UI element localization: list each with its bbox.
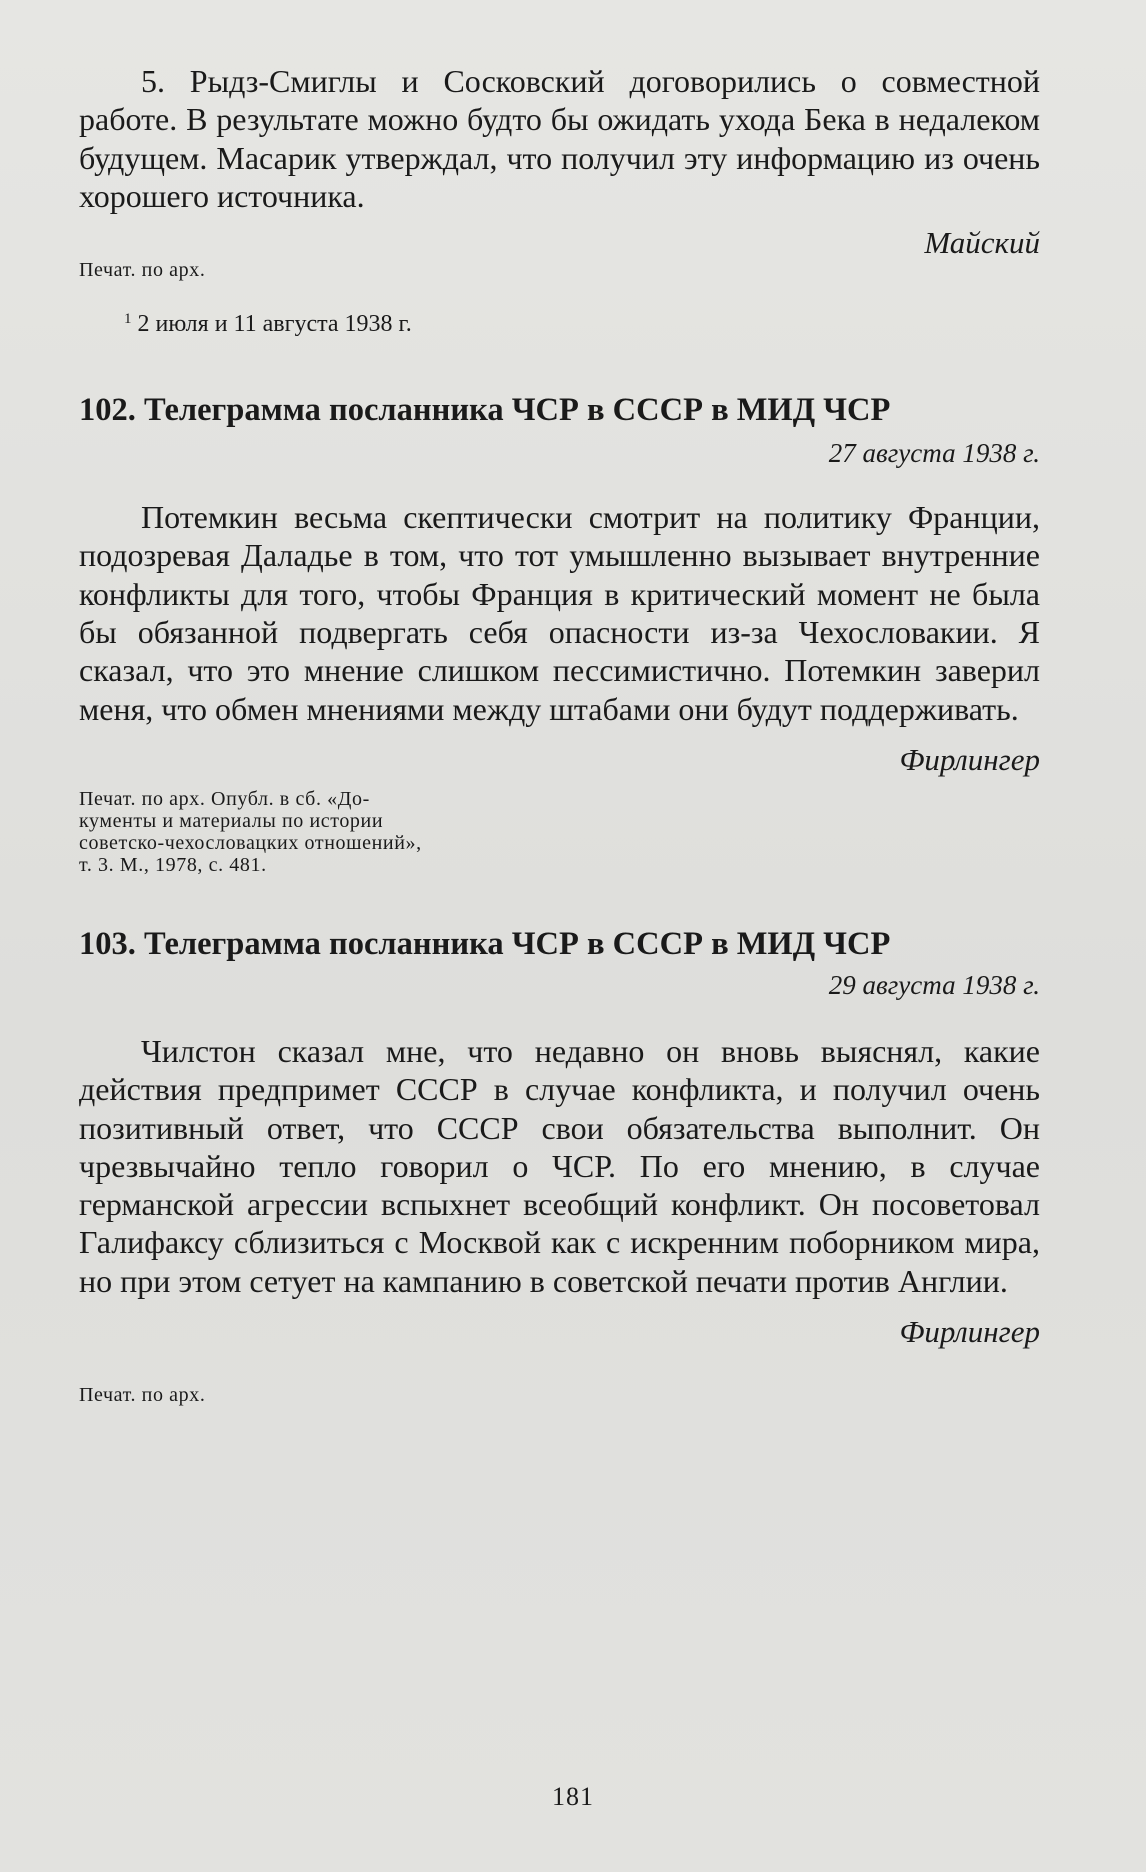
doc-103-heading: 103. Телеграмма посланника ЧСР в СССР в МИД ЧСР: [79, 925, 891, 962]
doc-102-source-line: кументы и материалы по истории: [79, 809, 384, 832]
doc-103-paragraph: Чилстон сказал мне, что недавно он вновь выяснял, какие действия предпримет СССР в случае конфликта, и получил очень позитивный ответ, что СССР свои обязательства выполнит. Он чрезвычайно тепло говорил о ЧСР. По его мнению, в случае германской агрессии вспыхнет всеобщий конфликт. Он посоветовал Галифаксу сблизиться с Москвой как с искренним поборником мира, но при этом сетует на кампанию в советской печати против Англии.: [79, 1032, 1040, 1299]
doc-102-source-line: Печат. по арх. Опубл. в сб. «До-: [79, 787, 370, 810]
doc-102-source-line: т. 3. М., 1978, с. 481.: [79, 853, 267, 876]
footnote-marker: 1: [124, 311, 132, 328]
doc-102-signature: Фирлингер: [899, 741, 1040, 777]
page-number: 181: [552, 1782, 594, 1811]
doc-102-source-line: советско-чехословацких отношений»,: [79, 831, 422, 854]
doc-102-date: 27 августа 1938 г.: [828, 438, 1040, 469]
doc-103-source: Печат. по арх.: [79, 1384, 206, 1407]
item-5-signature: Майский: [924, 225, 1040, 261]
doc-103-date: 29 августа 1938 г.: [828, 969, 1040, 1000]
item-5-paragraph: 5. Рыдз-Смиглы и Сосковский договорились о совместной работе. В результате можно будто бы ожидать ухода Бека в недалеком будущем. Масарик утверждал, что получил эту информацию из очень хорошего источника.: [79, 63, 1040, 214]
doc-103-signature: Фирлингер: [899, 1314, 1040, 1350]
doc-102-source: [79, 788, 1040, 876]
footnote: [79, 305, 1040, 338]
doc-102-paragraph: Потемкин весьма скептически смотрит на политику Франции, подозревая Даладье в том, что тот умышленно вызывает внутренние конфликты для того, чтобы Франция в критический момент не была бы обязанной подвергать себя опасности из-за Чехословакии. Я сказал, что это мнение слишком пессимистично. Потемкин заверил меня, что обмен мнениями между штабами они будут поддерживать.: [79, 499, 1040, 727]
doc-102-heading: 102. Телеграмма посланника ЧСР в СССР в МИД ЧСР: [79, 392, 891, 429]
item-5-source: Печат. по арх.: [79, 259, 206, 282]
footnote-text: 2 июля и 11 августа 1938 г.: [137, 311, 412, 338]
